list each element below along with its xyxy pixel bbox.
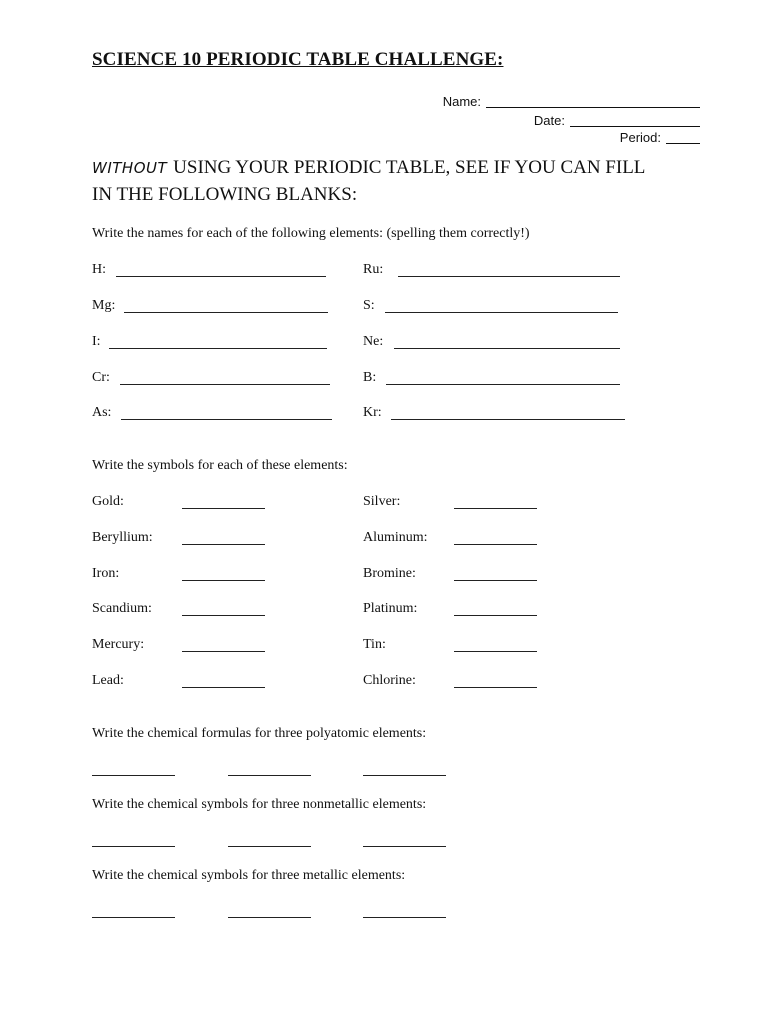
answer-blank[interactable] <box>228 846 311 847</box>
answer-blank[interactable] <box>363 917 446 918</box>
period-label: Period: <box>619 130 661 145</box>
answer-blank[interactable] <box>228 775 311 776</box>
answer-blank[interactable] <box>228 917 311 918</box>
formula-instruction: Write the chemical symbols for three nonmetallic elements: <box>92 797 427 812</box>
intro-line-1: WITHOUT USING YOUR PERIODIC TABLE, SEE IF YOU CAN FILL <box>92 157 646 178</box>
element-symbol-label: As: <box>92 405 112 420</box>
element-name-label: Bromine: <box>363 566 416 581</box>
answer-blank[interactable] <box>121 419 332 420</box>
answer-blank[interactable] <box>182 615 265 616</box>
date-row <box>534 113 700 128</box>
element-symbol-label: I: <box>92 334 101 349</box>
answer-blank[interactable] <box>454 544 537 545</box>
period-row <box>620 130 700 145</box>
answer-blank[interactable] <box>182 544 265 545</box>
answer-blank[interactable] <box>454 580 537 581</box>
answer-blank[interactable] <box>182 508 265 509</box>
answer-blank[interactable] <box>386 384 620 385</box>
without-emphasis: WITHOUT <box>92 159 168 177</box>
answer-blank[interactable] <box>363 775 446 776</box>
period-field[interactable] <box>666 130 700 144</box>
answer-blank[interactable] <box>92 775 175 776</box>
answer-blank[interactable] <box>116 276 326 277</box>
name-label: Name: <box>442 94 481 109</box>
answer-blank[interactable] <box>454 508 537 509</box>
name-row <box>443 94 700 109</box>
answer-blank[interactable] <box>182 687 265 688</box>
element-symbol-label: Mg: <box>92 298 116 313</box>
answer-blank[interactable] <box>120 384 330 385</box>
answer-blank[interactable] <box>92 917 175 918</box>
answer-blank[interactable] <box>182 651 265 652</box>
element-name-label: Silver: <box>363 494 401 509</box>
element-name-label: Platinum: <box>363 601 418 616</box>
element-name-label: Gold: <box>92 494 124 509</box>
element-name-label: Iron: <box>92 566 120 581</box>
formula-instruction: Write the chemical symbols for three metallic elements: <box>92 868 406 883</box>
element-symbol-label: B: <box>363 370 377 385</box>
formula-instruction: Write the chemical formulas for three polyatomic elements: <box>92 726 427 741</box>
element-name-label: Aluminum: <box>363 530 428 545</box>
element-symbol-label: S: <box>363 298 375 313</box>
element-symbol-label: Kr: <box>363 405 382 420</box>
date-field[interactable] <box>570 113 700 127</box>
answer-blank[interactable] <box>124 312 328 313</box>
element-name-label: Lead: <box>92 673 124 688</box>
answer-blank[interactable] <box>454 687 537 688</box>
answer-blank[interactable] <box>182 580 265 581</box>
names-instruction: Write the names for each of the following elements: (spelling them correctly!) <box>92 226 530 241</box>
date-label: Date: <box>533 113 565 128</box>
answer-blank[interactable] <box>391 419 625 420</box>
element-name-label: Beryllium: <box>92 530 153 545</box>
answer-blank[interactable] <box>394 348 620 349</box>
intro-line-2: IN THE FOLLOWING BLANKS: <box>92 184 358 205</box>
answer-blank[interactable] <box>454 615 537 616</box>
answer-blank[interactable] <box>454 651 537 652</box>
answer-blank[interactable] <box>363 846 446 847</box>
element-name-label: Mercury: <box>92 637 145 652</box>
name-field[interactable] <box>486 94 700 108</box>
element-symbol-label: Ne: <box>363 334 384 349</box>
answer-blank[interactable] <box>385 312 618 313</box>
element-symbol-label: Ru: <box>363 262 384 277</box>
element-symbol-label: H: <box>92 262 106 277</box>
element-symbol-label: Cr: <box>92 370 110 385</box>
answer-blank[interactable] <box>398 276 620 277</box>
answer-blank[interactable] <box>109 348 327 349</box>
worksheet-title: SCIENCE 10 PERIODIC TABLE CHALLENGE: <box>92 49 504 70</box>
element-name-label: Chlorine: <box>363 673 416 688</box>
element-name-label: Scandium: <box>92 601 152 616</box>
element-name-label: Tin: <box>363 637 386 652</box>
symbols-instruction: Write the symbols for each of these elements: <box>92 458 348 473</box>
answer-blank[interactable] <box>92 846 175 847</box>
